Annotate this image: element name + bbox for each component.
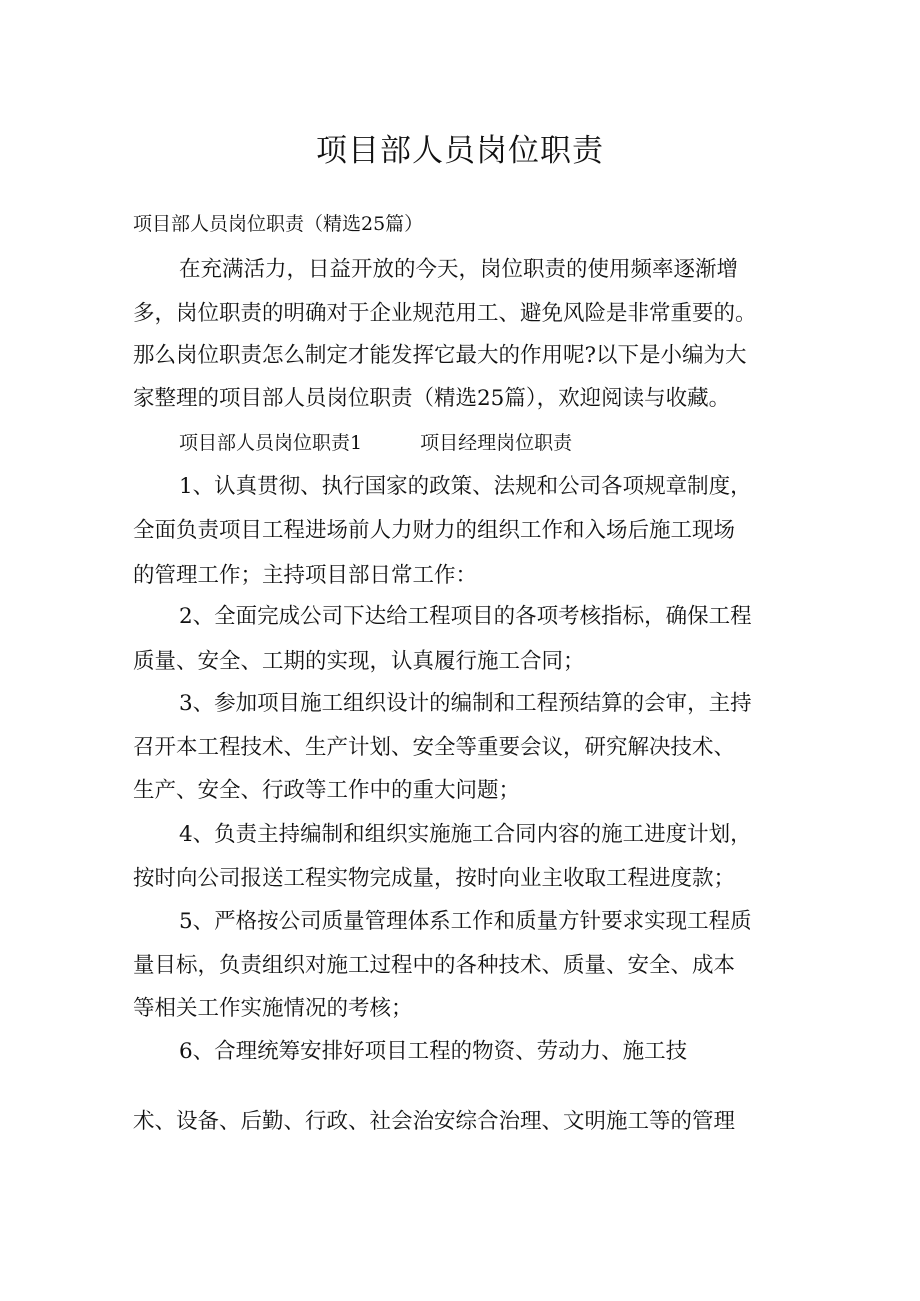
item-line: 量目标，负责组织对施工过程中的各种技术、质量、安全、成本 <box>133 953 736 978</box>
item-line: 的管理工作；主持项目部日常工作： <box>133 563 478 588</box>
section-label: 项目部人员岗位职责1 <box>179 432 363 454</box>
item-line: 按时向公司报送工程实物完成量，按时向业主收取工程进度款； <box>133 866 736 891</box>
item-line: 等相关工作实施情况的考核； <box>133 996 413 1021</box>
item-line: 召开本工程技术、生产计划、安全等重要会议，研究解决技术、 <box>133 735 736 760</box>
page-title: 项目部人员岗位职责 <box>316 132 604 169</box>
section-heading <box>179 428 572 458</box>
item-line: 2、全面完成公司下达给工程项目的各项考核指标，确保工程 <box>179 604 752 629</box>
item-line: 5、严格按公司质量管理体系工作和质量方针要求实现工程质 <box>179 909 752 934</box>
item-line: 全面负责项目工程进场前人力财力的组织工作和入场后施工现场 <box>133 518 736 543</box>
item-line: 6、合理统筹安排好项目工程的物资、劳动力、施工技 <box>179 1039 688 1064</box>
intro-line: 在充满活力，日益开放的今天，岗位职责的使用频率逐渐增 <box>179 257 739 282</box>
intro-line: 家整理的项目部人员岗位职责（精选25篇），欢迎阅读与收藏。 <box>133 386 731 411</box>
section-role: 项目经理岗位职责 <box>420 432 573 454</box>
intro-line: 那么岗位职责怎么制定才能发挥它最大的作用呢?以下是小编为大 <box>133 343 747 368</box>
item-line: 质量、安全、工期的实现，认真履行施工合同； <box>133 649 585 674</box>
intro-line: 多，岗位职责的明确对于企业规范用工、避免风险是非常重要的。 <box>133 301 757 326</box>
trailing-line: 术、设备、后勤、行政、社会治安综合治理、文明施工等的管理 <box>133 1109 736 1134</box>
document-subtitle: 项目部人员岗位职责（精选25篇） <box>133 213 424 235</box>
item-line: 1、认真贯彻、执行国家的政策、法规和公司各项规章制度， <box>179 474 752 499</box>
item-line: 3、参加项目施工组织设计的编制和工程预结算的会审，主持 <box>179 691 752 716</box>
item-line: 4、负责主持编制和组织实施施工合同内容的施工进度计划， <box>179 822 752 847</box>
item-line: 生产、安全、行政等工作中的重大问题； <box>133 778 521 803</box>
